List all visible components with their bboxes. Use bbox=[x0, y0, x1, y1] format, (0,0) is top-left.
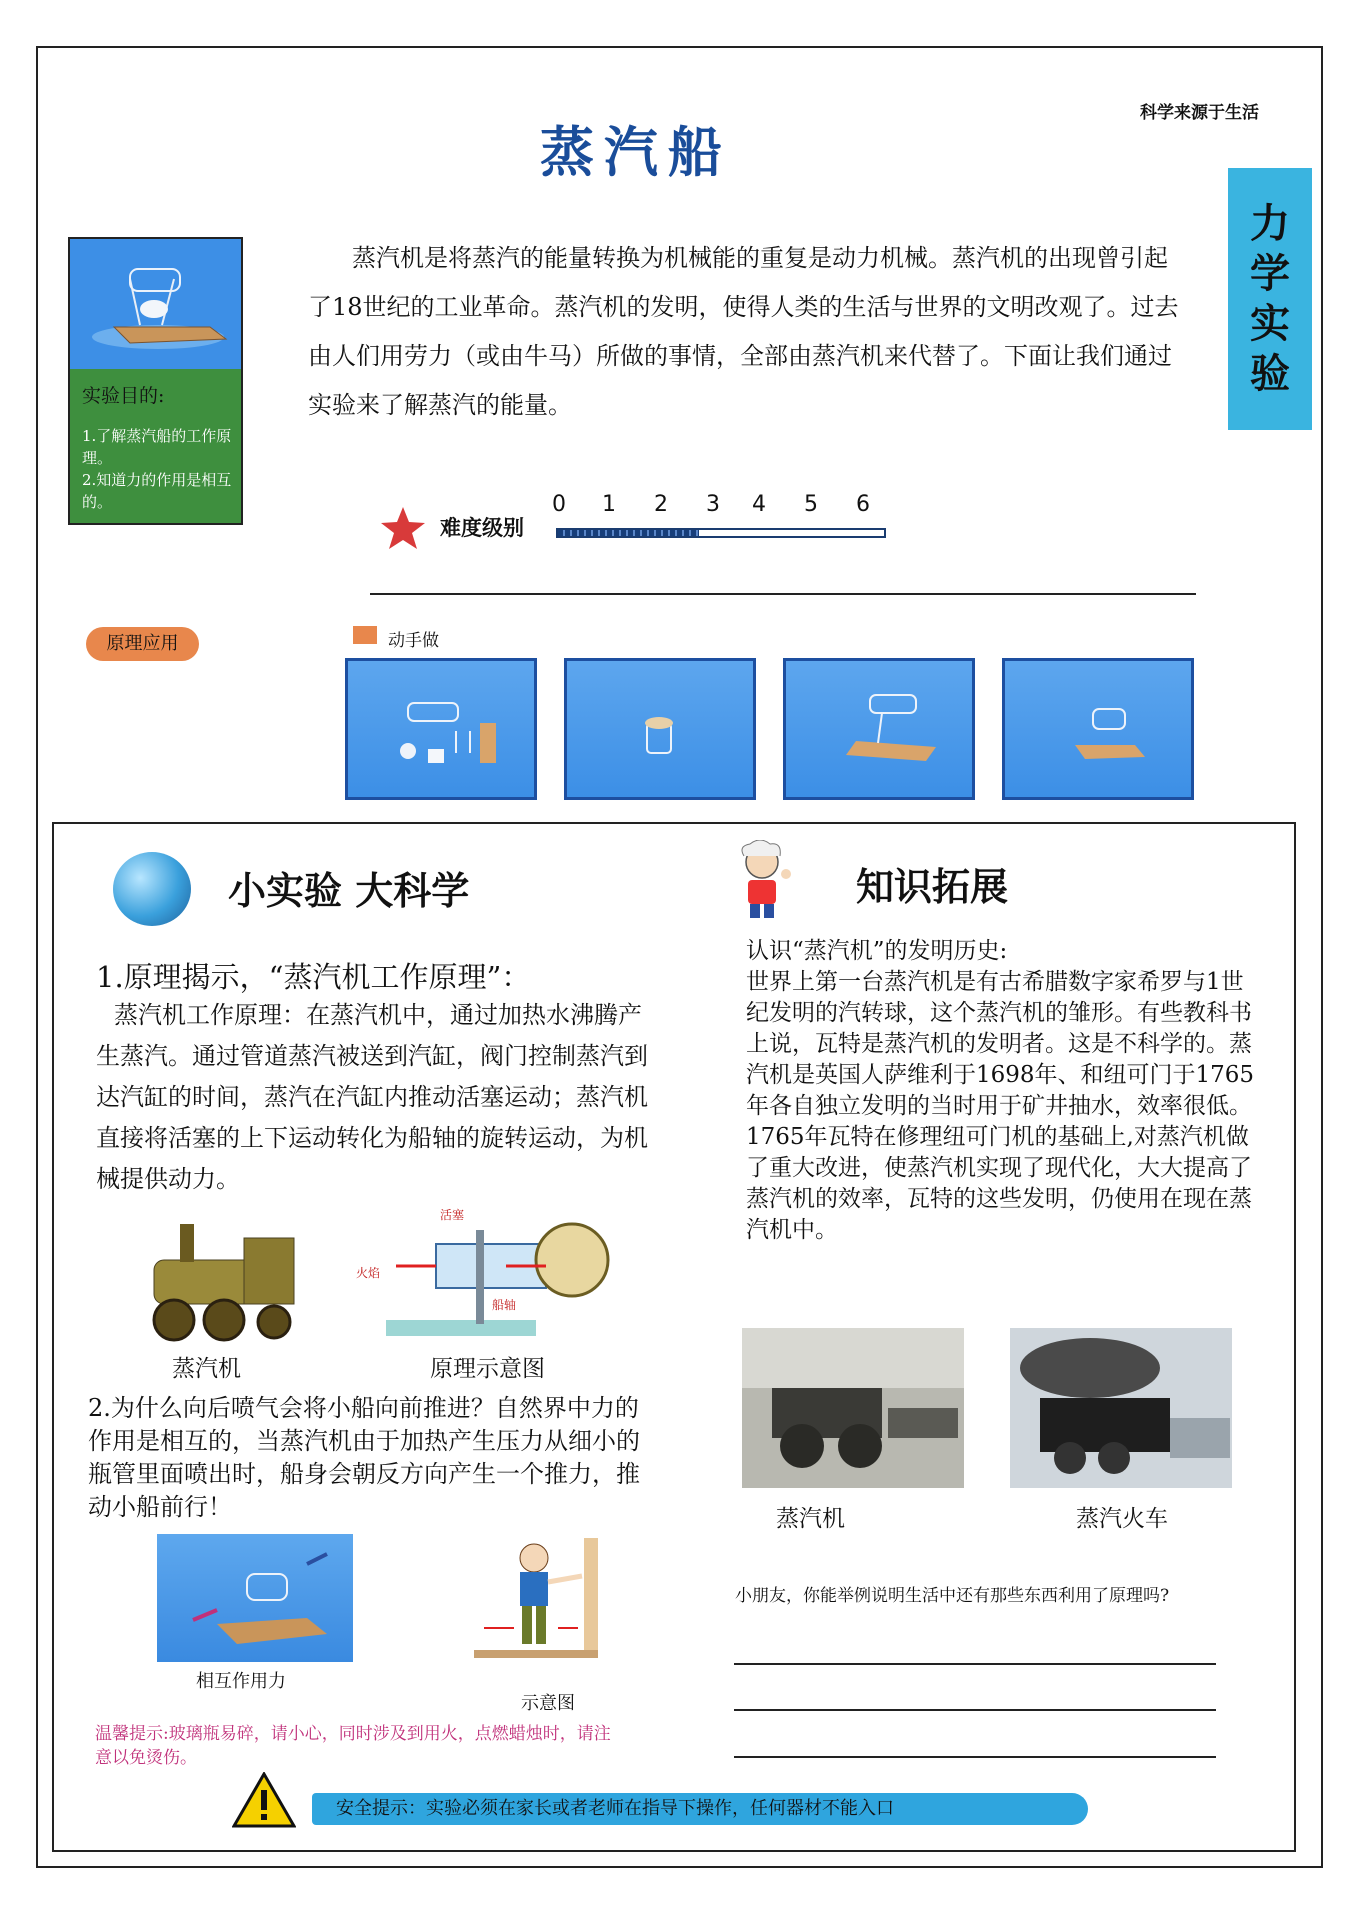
hands-on-marker bbox=[353, 626, 377, 644]
intro-text: 蒸汽机是将蒸汽的能量转换为机械能的重复是动力机械。蒸汽机的出现曾引起了18世纪的工业革命。蒸汽机的发明，使得人类的生活与世界的文明改观了。过去由人们用劳力（或由牛马）所做的事情，全部由蒸汽机来代替了。下面让我们通过实验来了解蒸汽的能量。 bbox=[308, 244, 1179, 419]
page-title: 蒸汽船 bbox=[540, 120, 732, 184]
steam-engine-image bbox=[124, 1210, 319, 1348]
history-text: 认识“蒸汽机”的发明历史: 世界上第一台蒸汽机是有古希腊数字家希罗与1世纪发明的汽转球，这个蒸汽机的雏形。有些教科书上说，瓦特是蒸汽机的发明者。这是不科学的。蒸汽机是英国人萨维利于1698年、和纽可门于1765年各自独立发明的当时用于矿井抽水，效率很低。1765年瓦特在修理纽可门机的基础上,对蒸汽机做了重大改进，使蒸汽机实现了现代化，大大提高了蒸汽机的效率，瓦特的这些发明，仍使用在现在蒸汽机中。 bbox=[746, 938, 1255, 1243]
star-icon bbox=[380, 506, 426, 550]
intro-paragraph bbox=[308, 234, 1188, 430]
difficulty-tick: 3 bbox=[706, 492, 720, 517]
globe-icon bbox=[113, 852, 191, 926]
old-steam-engine-photo bbox=[742, 1328, 964, 1488]
question-prompt: 小朋友，你能举例说明生活中还有那些东西利用了原理吗? bbox=[735, 1586, 1170, 1606]
diagram-label-piston: 活塞 bbox=[440, 1208, 465, 1222]
step-photo-4 bbox=[1002, 658, 1194, 800]
principle-text: 蒸汽机工作原理：在蒸汽机中，通过加热水沸腾产生蒸汽。通过管道蒸汽被送到汽缸，阀门控制蒸汽到达汽缸的时间，蒸汽在汽缸内推动活塞运动；蒸汽机直接将活塞的上下运动转化为船轴的旋转运动，为机械提供动力。 bbox=[96, 1001, 648, 1193]
difficulty-tick: 2 bbox=[654, 492, 668, 517]
caption-old-engine: 蒸汽机 bbox=[776, 1506, 845, 1532]
push-wall-schematic bbox=[474, 1528, 604, 1664]
principle-title: 1.原理揭示，“蒸汽机工作原理”： bbox=[96, 960, 531, 994]
diagram-label-shaft: 船轴 bbox=[492, 1298, 517, 1312]
principle-paragraph bbox=[96, 995, 656, 1200]
difficulty-tick: 4 bbox=[752, 492, 766, 517]
right-heading: 知识拓展 bbox=[856, 864, 1009, 909]
step-photo-2 bbox=[564, 658, 756, 800]
step-photo-3 bbox=[783, 658, 975, 800]
hands-on-label: 动手做 bbox=[388, 631, 439, 651]
principle-diagram bbox=[376, 1210, 614, 1348]
application-pill: 原理应用 bbox=[86, 627, 199, 661]
answer-line-3[interactable] bbox=[734, 1756, 1216, 1758]
question-two-text: 2.为什么向后喷气会将小船向前推进？自然界中力的作用是相互的，当蒸汽机由于加热产生压力从细小的瓶管里面喷出时，船身会朝反方向产生一个推力，推动小船前行！ bbox=[88, 1394, 640, 1521]
category-char: 力 bbox=[1250, 200, 1290, 247]
purpose-item: 1.了解蒸汽船的工作原理。 bbox=[82, 427, 232, 467]
scientist-icon bbox=[732, 840, 796, 920]
history-paragraph bbox=[746, 936, 1266, 1246]
step-photo-1 bbox=[345, 658, 537, 800]
difficulty-tick: 5 bbox=[804, 492, 818, 517]
answer-line-2[interactable] bbox=[734, 1709, 1216, 1711]
steamboat-photo bbox=[70, 239, 241, 369]
caption-interaction-force: 相互作用力 bbox=[196, 1671, 286, 1692]
slogan: 科学来源于生活 bbox=[1140, 103, 1259, 123]
purpose-box bbox=[68, 237, 243, 525]
caption-schematic: 示意图 bbox=[521, 1693, 575, 1714]
category-tag bbox=[1228, 168, 1312, 430]
divider bbox=[370, 593, 1196, 595]
left-heading: 小实验 大科学 bbox=[228, 868, 470, 913]
difficulty-label: 难度级别 bbox=[440, 515, 524, 540]
caption-principle-diagram: 原理示意图 bbox=[430, 1356, 545, 1382]
category-char: 学 bbox=[1250, 250, 1290, 297]
difficulty-tick: 6 bbox=[856, 492, 870, 517]
warning-text: 温馨提示:玻璃瓶易碎，请小心，同时涉及到用火，点燃蜡烛时，请注意以免烫伤。 bbox=[95, 1724, 611, 1768]
difficulty-bar-fill bbox=[558, 530, 699, 536]
category-char: 验 bbox=[1250, 350, 1290, 397]
caption-steam-train: 蒸汽火车 bbox=[1076, 1506, 1168, 1532]
warning-icon bbox=[232, 1772, 296, 1828]
purpose-item: 2.知道力的作用是相互的。 bbox=[82, 471, 232, 511]
question-two bbox=[88, 1392, 648, 1524]
answer-line-1[interactable] bbox=[734, 1663, 1216, 1665]
steam-train-photo bbox=[1010, 1328, 1232, 1488]
difficulty-bar bbox=[556, 528, 886, 538]
purpose-list bbox=[82, 425, 242, 513]
safety-bar: 安全提示：实验必须在家长或者老师在指导下操作，任何器材不能入口 bbox=[312, 1793, 1088, 1825]
difficulty-tick: 0 bbox=[552, 492, 566, 517]
difficulty-tick: 1 bbox=[602, 492, 616, 517]
diagram-label-flame: 火焰 bbox=[356, 1266, 381, 1280]
caption-steam-engine: 蒸汽机 bbox=[172, 1356, 241, 1382]
purpose-title: 实验目的: bbox=[82, 385, 165, 407]
interaction-force-image bbox=[157, 1534, 353, 1662]
category-char: 实 bbox=[1250, 300, 1290, 347]
